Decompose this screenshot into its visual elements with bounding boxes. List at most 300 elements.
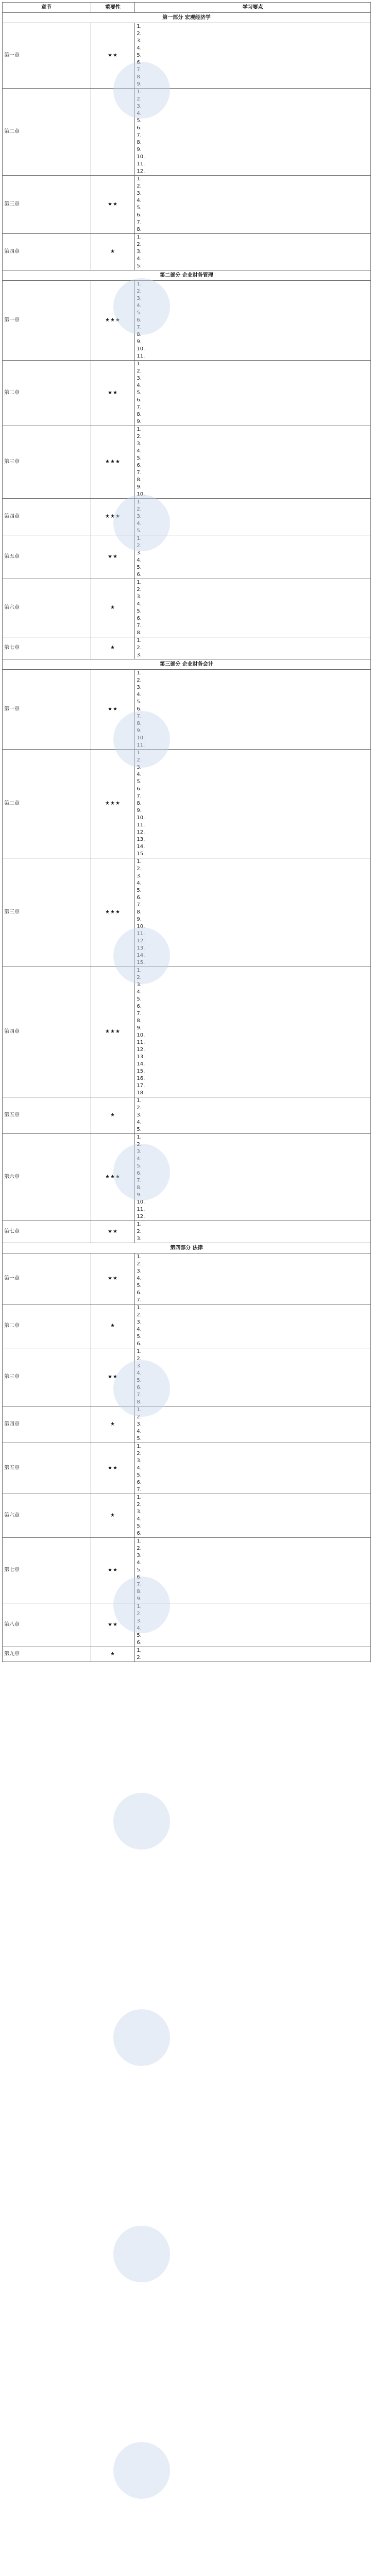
study-point-number: 13. <box>137 1054 145 1060</box>
study-point-item <box>137 1105 369 1112</box>
study-point-item <box>137 1567 369 1574</box>
study-point-item <box>137 248 369 256</box>
study-point-item <box>137 866 369 873</box>
study-point-item <box>137 302 369 310</box>
study-point-item <box>137 1428 369 1435</box>
part-header-row <box>3 659 371 670</box>
study-point-item <box>137 902 369 909</box>
study-point-item <box>137 1261 369 1268</box>
part-header-row <box>3 13 371 23</box>
study-points-list <box>137 361 369 426</box>
study-point-item <box>137 967 369 974</box>
study-point-item <box>137 1097 369 1105</box>
study-point-item <box>137 1163 369 1170</box>
study-point-item <box>137 684 369 691</box>
part-title: 第三部分 企业财务会计 <box>3 659 371 670</box>
study-point-number: 4. <box>137 198 142 204</box>
study-point-number: 2. <box>137 1546 142 1551</box>
study-points-list <box>137 176 369 233</box>
study-point-number: 4. <box>137 692 142 698</box>
study-point-number: 2. <box>137 242 142 247</box>
study-point-number: 8. <box>137 801 142 806</box>
study-point-item <box>137 168 369 175</box>
chapter-row <box>3 281 371 361</box>
study-point-item <box>137 197 369 205</box>
part-title: 第一部分 宏观经济学 <box>3 13 371 23</box>
study-point-number: 15. <box>137 1069 145 1074</box>
study-point-item <box>137 1046 369 1054</box>
study-point-item <box>137 652 369 659</box>
header-row <box>3 3 371 13</box>
study-point-item <box>137 455 369 462</box>
study-point-number: 3. <box>137 191 142 196</box>
part-title: 第二部分 企业财务管理 <box>3 270 371 281</box>
study-points-cell <box>135 426 371 499</box>
study-point-number: 4. <box>137 1516 142 1522</box>
study-point-number: 5. <box>137 699 142 705</box>
study-point-number: 12. <box>137 1047 145 1053</box>
importance-stars: ★★ <box>91 361 135 426</box>
study-point-number: 14. <box>137 844 145 850</box>
study-point-item <box>137 706 369 713</box>
study-point-item <box>137 1472 369 1479</box>
study-point-item <box>137 1450 369 1458</box>
chapter-row <box>3 1097 371 1134</box>
chapter-row <box>3 535 371 579</box>
study-point-number: 6. <box>137 1574 142 1580</box>
study-point-item <box>137 1377 369 1384</box>
part-header-row <box>3 270 371 281</box>
study-point-item <box>137 727 369 735</box>
study-points-cell <box>135 670 371 750</box>
study-point-item <box>137 226 369 233</box>
study-point-number: 10. <box>137 1032 145 1038</box>
study-point-item <box>137 1268 369 1275</box>
study-point-number: 11. <box>137 1207 145 1212</box>
study-point-item <box>137 959 369 967</box>
study-point-number: 12. <box>137 938 145 944</box>
study-points-list <box>137 579 369 637</box>
study-point-number: 6. <box>137 1531 142 1536</box>
study-points-cell <box>135 1253 371 1304</box>
study-point-item <box>137 288 369 295</box>
chapter-cell <box>3 579 91 637</box>
chapter-number: 第二章 <box>4 801 20 806</box>
study-point-item <box>137 1148 369 1156</box>
study-points-cell <box>135 1304 371 1348</box>
chapter-number: 第六章 <box>4 605 20 611</box>
watermark-stamp <box>113 2226 170 2282</box>
importance-stars: ★★★ <box>91 750 135 858</box>
study-point-number: 9. <box>137 1192 142 1198</box>
study-point-item <box>137 1119 369 1126</box>
study-point-item <box>137 1530 369 1537</box>
study-points-cell <box>135 89 371 176</box>
study-points-cell <box>135 176 371 234</box>
study-point-number: 9. <box>137 1025 142 1031</box>
study-point-item <box>137 81 369 88</box>
study-point-item <box>137 807 369 815</box>
study-point-number: 1. <box>137 361 142 367</box>
study-points-cell <box>135 1406 371 1443</box>
study-point-number: 5. <box>137 53 142 58</box>
study-points-cell <box>135 361 371 426</box>
study-point-item <box>137 793 369 800</box>
chapter-cell <box>3 637 91 659</box>
study-point-item <box>137 1177 369 1184</box>
study-point-item <box>137 923 369 930</box>
study-point-item <box>137 346 369 353</box>
study-point-number: 5. <box>137 1633 142 1638</box>
study-point-number: 5. <box>137 1523 142 1529</box>
study-point-number: 1. <box>137 580 142 585</box>
study-point-number: 5. <box>137 1127 142 1132</box>
chapter-cell <box>3 281 91 361</box>
study-point-item <box>137 909 369 916</box>
chapter-cell <box>3 234 91 270</box>
study-point-item <box>137 426 369 433</box>
study-point-item <box>137 1465 369 1472</box>
study-point-number: 7. <box>137 219 142 225</box>
study-point-number: 1. <box>137 968 142 973</box>
part-title: 第四部分 法律 <box>3 1243 371 1253</box>
study-point-item <box>137 594 369 601</box>
importance-stars: ★★ <box>91 1348 135 1406</box>
chapter-cell <box>3 426 91 499</box>
study-point-number: 5. <box>137 1334 142 1340</box>
study-points-cell <box>135 1603 371 1647</box>
study-point-number: 1. <box>137 1407 142 1413</box>
study-points-list <box>137 1443 369 1494</box>
study-point-number: 2. <box>137 368 142 374</box>
chapter-number: 第一章 <box>4 1276 20 1281</box>
study-point-number: 4. <box>137 303 142 309</box>
study-point-item <box>137 1134 369 1141</box>
study-point-item <box>137 1326 369 1333</box>
study-point-item <box>137 1333 369 1341</box>
study-point-item <box>137 1516 369 1523</box>
study-point-number: 2. <box>137 543 142 549</box>
study-point-number: 6. <box>137 317 142 323</box>
importance-stars: ★★★ <box>91 426 135 499</box>
study-point-item <box>137 212 369 219</box>
study-point-number: 4. <box>137 1120 142 1125</box>
study-point-item <box>137 484 369 491</box>
chapter-number: 第四章 <box>4 1029 20 1035</box>
chapter-row <box>3 361 371 426</box>
study-point-item <box>137 263 369 270</box>
study-points-cell <box>135 234 371 270</box>
chapter-number: 第一章 <box>4 53 20 58</box>
study-point-item <box>137 1213 369 1221</box>
part-header-row <box>3 1243 371 1253</box>
study-points-list <box>137 1647 369 1662</box>
study-point-number: 14. <box>137 953 145 958</box>
study-point-item <box>137 786 369 793</box>
study-point-number: 1. <box>137 1349 142 1354</box>
study-point-item <box>137 1054 369 1061</box>
study-point-item <box>137 103 369 110</box>
study-point-item <box>137 873 369 880</box>
study-point-number: 5. <box>137 1567 142 1573</box>
study-points-list <box>137 234 369 270</box>
study-point-item <box>137 699 369 706</box>
study-point-number: 10. <box>137 346 145 352</box>
study-point-item <box>137 256 369 263</box>
syllabus-table <box>2 2 371 1662</box>
study-point-number: 6. <box>137 706 142 712</box>
study-point-item <box>137 477 369 484</box>
study-point-number: 9. <box>137 147 142 152</box>
chapter-cell <box>3 89 91 176</box>
study-point-number: 5. <box>137 1472 142 1478</box>
study-point-number: 8. <box>137 630 142 636</box>
study-point-number: 6. <box>137 1290 142 1296</box>
study-point-item <box>137 1341 369 1348</box>
chapter-cell <box>3 23 91 89</box>
study-point-number: 2. <box>137 183 142 189</box>
study-points-list <box>137 1538 369 1603</box>
study-point-item <box>137 851 369 858</box>
chapter-cell <box>3 1443 91 1494</box>
study-point-item <box>137 735 369 742</box>
study-point-item <box>137 30 369 38</box>
study-point-number: 3. <box>137 1509 142 1515</box>
study-point-number: 15. <box>137 960 145 965</box>
study-point-number: 6. <box>137 60 142 65</box>
study-point-number: 3. <box>137 376 142 381</box>
study-point-number: 11. <box>137 931 145 937</box>
study-point-number: 6. <box>137 212 142 218</box>
study-points-cell <box>135 1443 371 1494</box>
study-point-item <box>137 1297 369 1304</box>
study-point-item <box>137 462 369 469</box>
study-point-number: 8. <box>137 477 142 483</box>
study-point-item <box>137 1253 369 1261</box>
chapter-cell <box>3 1253 91 1304</box>
study-point-number: 5. <box>137 608 142 614</box>
study-point-number: 5. <box>137 1378 142 1383</box>
study-point-item <box>137 528 369 535</box>
header-chapter: 章节 <box>3 3 91 13</box>
chapter-cell <box>3 535 91 579</box>
study-point-number: 7. <box>137 132 142 138</box>
study-point-number: 1. <box>137 234 142 240</box>
importance-stars: ★ <box>91 1647 135 1662</box>
importance-stars: ★★ <box>91 670 135 750</box>
study-point-item <box>137 132 369 139</box>
study-points-list <box>137 1134 369 1221</box>
study-point-item <box>137 1611 369 1618</box>
study-point-item <box>137 586 369 594</box>
study-point-item <box>137 1625 369 1632</box>
study-point-item <box>137 117 369 125</box>
study-point-item <box>137 1061 369 1068</box>
study-point-number: 5. <box>137 1436 142 1442</box>
study-point-item <box>137 564 369 571</box>
study-point-number: 6. <box>137 1385 142 1391</box>
chapter-row <box>3 499 371 535</box>
study-point-number: 1. <box>137 1098 142 1104</box>
chapter-row <box>3 176 371 234</box>
chapter-number: 第七章 <box>4 645 20 651</box>
study-point-item <box>137 368 369 375</box>
study-point-number: 1. <box>137 638 142 643</box>
study-point-item <box>137 1126 369 1133</box>
study-point-item <box>137 637 369 645</box>
study-point-number: 3. <box>137 296 142 301</box>
chapter-number: 第二章 <box>4 390 20 396</box>
study-point-item <box>137 778 369 786</box>
study-point-number: 5. <box>137 996 142 1002</box>
study-point-item <box>137 66 369 74</box>
chapter-row <box>3 23 371 89</box>
study-point-item <box>137 1235 369 1243</box>
study-point-item <box>137 974 369 981</box>
study-point-item <box>137 720 369 727</box>
study-point-item <box>137 361 369 368</box>
study-point-number: 3. <box>137 1236 142 1242</box>
study-point-number: 9. <box>137 484 142 490</box>
chapter-number: 第三章 <box>4 1374 20 1380</box>
study-point-number: 1. <box>137 750 142 756</box>
study-point-number: 5. <box>137 310 142 316</box>
study-point-number: 7. <box>137 1297 142 1303</box>
study-point-item <box>137 1479 369 1486</box>
study-point-item <box>137 448 369 455</box>
study-point-number: 7. <box>137 1011 142 1016</box>
study-point-item <box>137 1596 369 1603</box>
study-points-cell <box>135 1348 371 1406</box>
study-point-item <box>137 190 369 197</box>
study-point-item <box>137 1304 369 1312</box>
study-point-item <box>137 440 369 448</box>
chapter-row <box>3 1304 371 1348</box>
study-point-number: 3. <box>137 1268 142 1274</box>
study-point-number: 5. <box>137 1163 142 1169</box>
study-point-number: 3. <box>137 1618 142 1624</box>
importance-stars: ★★★ <box>91 858 135 967</box>
study-point-number: 7. <box>137 623 142 629</box>
study-point-item <box>137 45 369 52</box>
chapter-number: 第六章 <box>4 1174 20 1180</box>
study-point-item <box>137 411 369 418</box>
study-point-item <box>137 469 369 477</box>
study-point-item <box>137 1421 369 1428</box>
study-points-cell <box>135 499 371 535</box>
watermark-stamp <box>113 2009 170 2066</box>
importance-stars: ★ <box>91 637 135 659</box>
study-point-item <box>137 1221 369 1228</box>
study-point-item <box>137 1552 369 1560</box>
study-point-item <box>137 1355 369 1363</box>
study-point-item <box>137 338 369 346</box>
chapter-row <box>3 234 371 270</box>
study-point-item <box>137 1290 369 1297</box>
study-point-item <box>137 1156 369 1163</box>
importance-stars: ★★★ <box>91 1134 135 1221</box>
study-point-number: 6. <box>137 463 142 468</box>
study-points-cell <box>135 579 371 637</box>
study-points-list <box>137 23 369 88</box>
study-points-list <box>137 750 369 858</box>
study-point-number: 16. <box>137 1076 145 1081</box>
study-point-number: 8. <box>137 909 142 915</box>
study-point-item <box>137 880 369 887</box>
study-point-item <box>137 894 369 902</box>
study-point-item <box>137 52 369 59</box>
study-point-item <box>137 557 369 564</box>
study-point-item <box>137 295 369 302</box>
importance-stars: ★★ <box>91 1603 135 1647</box>
study-points-cell <box>135 535 371 579</box>
chapter-cell <box>3 967 91 1097</box>
study-point-item <box>137 1632 369 1639</box>
study-point-number: 9. <box>137 339 142 345</box>
study-point-number: 2. <box>137 506 142 512</box>
study-point-number: 9. <box>137 1596 142 1602</box>
study-point-number: 5. <box>137 455 142 461</box>
study-point-number: 2. <box>137 1611 142 1617</box>
study-point-number: 8. <box>137 332 142 337</box>
study-point-number: 4. <box>137 1276 142 1281</box>
chapter-number: 第五章 <box>4 1112 20 1118</box>
study-points-list <box>137 1304 369 1348</box>
importance-stars: ★ <box>91 1097 135 1134</box>
study-point-item <box>137 836 369 843</box>
study-point-item <box>137 822 369 829</box>
importance-stars: ★ <box>91 1406 135 1443</box>
study-point-item <box>137 1545 369 1552</box>
study-point-number: 6. <box>137 786 142 792</box>
study-point-item <box>137 615 369 622</box>
study-point-number: 2. <box>137 31 142 37</box>
study-point-item <box>137 205 369 212</box>
study-point-number: 4. <box>137 1465 142 1471</box>
study-point-item <box>137 1647 369 1654</box>
study-point-number: 1. <box>137 536 142 541</box>
study-point-item <box>137 1581 369 1588</box>
study-point-number: 9. <box>137 728 142 734</box>
study-point-number: 1. <box>137 1254 142 1260</box>
study-point-number: 11. <box>137 822 145 828</box>
chapter-number: 第一章 <box>4 317 20 323</box>
chapter-row <box>3 1538 371 1603</box>
study-points-cell <box>135 1647 371 1662</box>
study-point-number: 3. <box>137 441 142 447</box>
study-point-item <box>137 945 369 952</box>
study-point-number: 12. <box>137 168 145 174</box>
study-point-number: 10. <box>137 815 145 821</box>
study-point-item <box>137 771 369 778</box>
chapter-cell <box>3 1603 91 1647</box>
study-point-number: 6. <box>137 1171 142 1176</box>
study-points-list <box>137 1494 369 1537</box>
study-point-number: 3. <box>137 982 142 988</box>
study-point-number: 7. <box>137 1487 142 1493</box>
study-point-number: 4. <box>137 256 142 262</box>
study-point-number: 3. <box>137 765 142 770</box>
chapter-row <box>3 1348 371 1406</box>
chapter-number: 第四章 <box>4 249 20 255</box>
chapter-number: 第七章 <box>4 1229 20 1234</box>
study-point-number: 5. <box>137 390 142 396</box>
study-point-number: 17. <box>137 1083 145 1089</box>
study-point-number: 3. <box>137 873 142 879</box>
chapter-row <box>3 750 371 858</box>
study-point-item <box>137 1560 369 1567</box>
chapter-number: 第三章 <box>4 201 20 207</box>
